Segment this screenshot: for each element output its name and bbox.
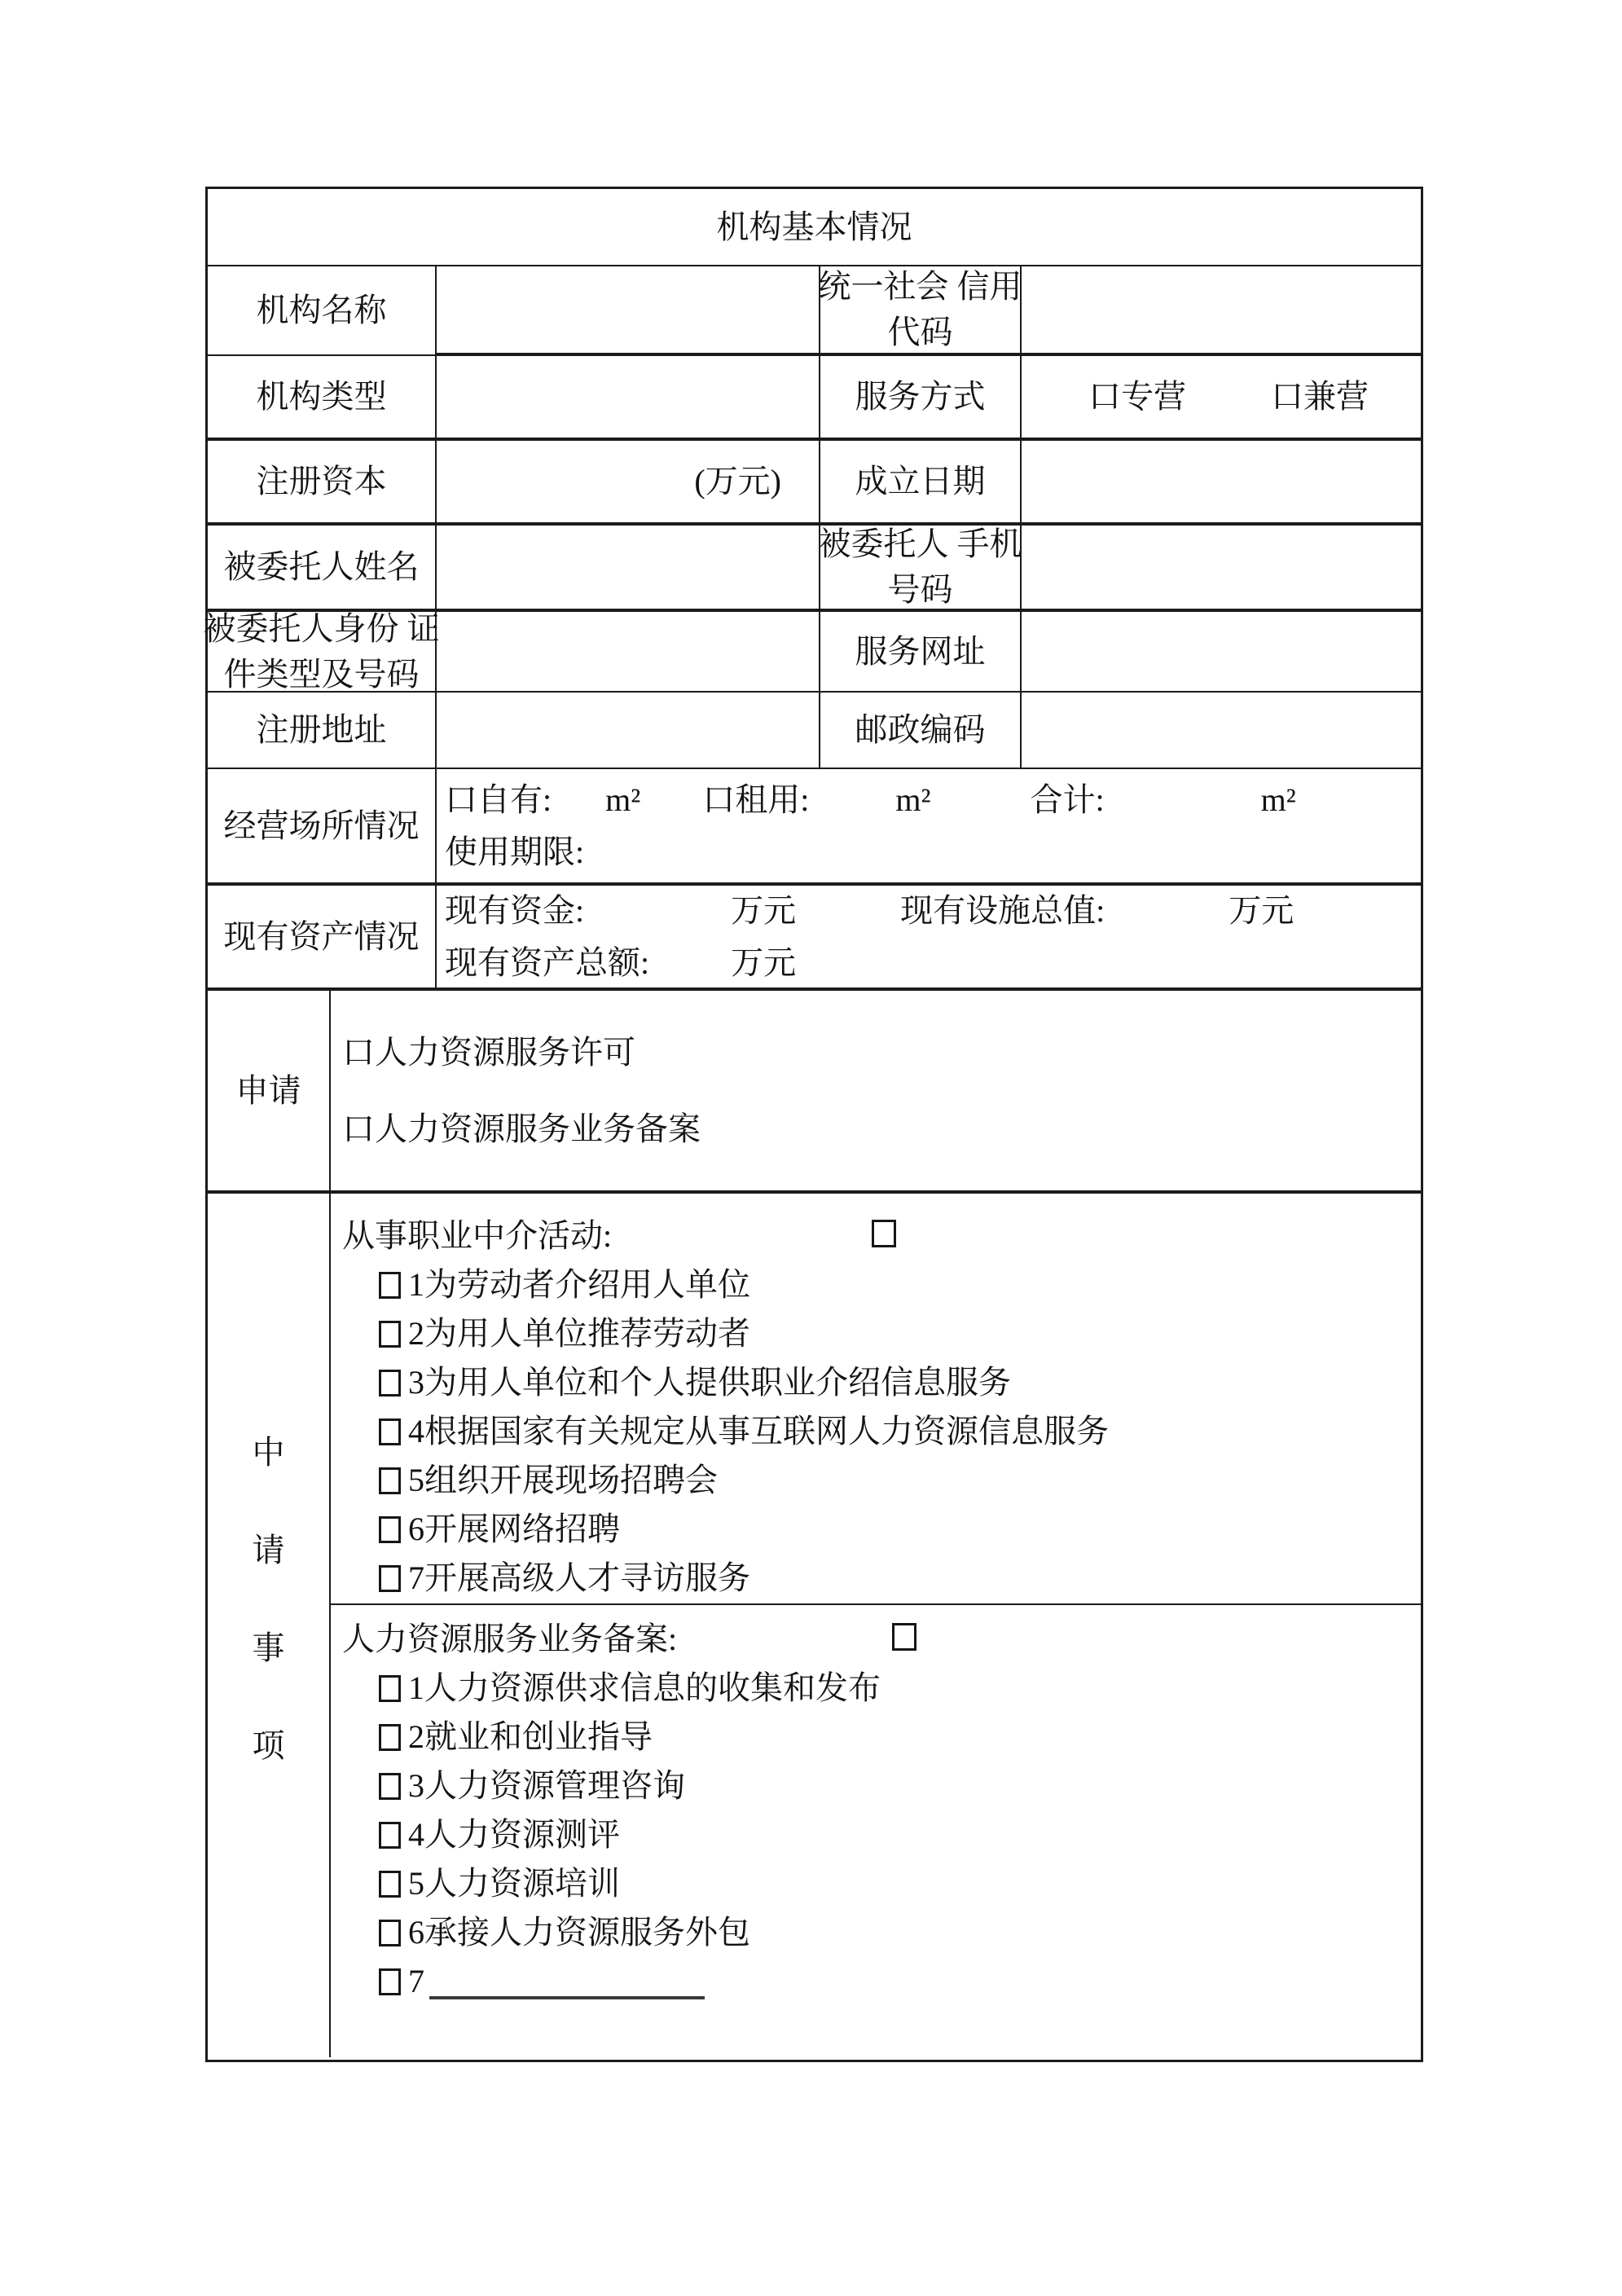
filing-item-row — [379, 1719, 653, 1755]
institution-basic-info-table — [205, 187, 1423, 2062]
assets-label: 现有资产情况 — [208, 886, 437, 991]
credit-code-label — [820, 266, 1022, 356]
agent-id-input-cell[interactable] — [437, 612, 820, 693]
premises-rent-unit: m² — [895, 781, 931, 818]
premises-own-unit: m² — [605, 781, 641, 818]
assets-funds-unit: 万元 — [731, 891, 797, 929]
filing-item-label: 6承接人力资源服务外包 — [408, 1914, 750, 1951]
filing-item-label: 2就业和创业指导 — [408, 1718, 653, 1755]
agent-phone-label-line1: 被委托人 手机 — [818, 526, 1022, 562]
agent-name-input-cell[interactable] — [437, 526, 820, 612]
application-options-cell — [331, 991, 1421, 1194]
service-website-label: 服务网址 — [820, 612, 1022, 693]
application-items-label-char-1: 中 — [252, 1434, 285, 1471]
filing-item-row — [379, 1866, 620, 1902]
checkbox-icon[interactable] — [379, 1419, 401, 1445]
agency-item-label: 6开展网络招聘 — [408, 1511, 620, 1547]
assets-facilities-unit: 万元 — [1229, 891, 1295, 929]
agency-item-row — [379, 1462, 718, 1498]
assets-facilities-label: 现有设施总值: — [900, 891, 1106, 929]
filing-items-header — [342, 1621, 1401, 1657]
premises-total-unit: m² — [1260, 781, 1296, 818]
checkbox-icon[interactable] — [379, 1565, 401, 1592]
premises-term-label: 使用期限: — [445, 833, 585, 870]
agent-phone-input-cell[interactable] — [1022, 526, 1421, 612]
service-mode-option-exclusive[interactable]: 口专营 — [1088, 378, 1186, 415]
filing-item-label: 3人力资源管理咨询 — [408, 1767, 685, 1804]
credit-code-label-line2: 代码 — [887, 314, 953, 350]
filing-item-label: 7 — [408, 1963, 424, 1999]
establish-date-label: 成立日期 — [820, 441, 1022, 526]
credit-code-label-line1: 统一社会 信用 — [818, 268, 1022, 305]
org-type-input-cell[interactable] — [437, 356, 820, 441]
premises-detail-cell[interactable] — [437, 769, 1421, 886]
service-mode-label: 服务方式 — [820, 356, 1022, 441]
premises-total-label: 合计: — [1030, 781, 1105, 818]
agency-item-label: 7开展高级人才寻访服务 — [408, 1559, 750, 1596]
org-name-label: 机构名称 — [208, 266, 437, 356]
checkbox-icon[interactable] — [379, 1773, 401, 1800]
agency-item-label: 2为用人单位推荐劳动者 — [408, 1315, 750, 1352]
application-option-filing[interactable]: 口人力资源服务业务备案 — [342, 1110, 701, 1147]
agency-item-row — [379, 1511, 620, 1547]
agent-phone-label-line2: 号码 — [887, 571, 953, 608]
reg-capital-unit: (万元) — [694, 463, 781, 499]
checkbox-icon[interactable] — [379, 1321, 401, 1348]
reg-capital-label: 注册资本 — [208, 441, 437, 526]
application-items-label — [208, 1194, 331, 2057]
filing-item-label: 4人力资源测评 — [408, 1816, 620, 1853]
application-items-label-char-2: 请 — [252, 1532, 285, 1568]
agency-item-row — [379, 1316, 750, 1352]
agency-activities-section — [331, 1194, 1421, 1605]
application-option-license[interactable]: 口人力资源服务许可 — [342, 1033, 635, 1071]
filing-item-row — [379, 1670, 881, 1706]
premises-own-checkbox-label[interactable]: 口自有: — [445, 781, 552, 818]
application-label: 申请 — [208, 991, 331, 1194]
agency-item-row — [379, 1365, 1011, 1401]
reg-address-input-cell[interactable] — [437, 693, 820, 769]
premises-label: 经营场所情况 — [208, 769, 437, 886]
filing-item-label: 1人力资源供求信息的收集和发布 — [408, 1669, 881, 1706]
checkbox-icon[interactable] — [379, 1968, 401, 1995]
agency-item-label: 5组织开展现场招聘会 — [408, 1462, 718, 1498]
agent-id-label — [203, 609, 440, 693]
filing-items-section — [331, 1605, 1421, 2057]
checkbox-icon[interactable] — [379, 1920, 401, 1946]
checkbox-icon[interactable] — [379, 1724, 401, 1751]
agency-item-label: 1为劳动者介绍用人单位 — [408, 1266, 750, 1303]
agency-item-label: 3为用人单位和个人提供职业介绍信息服务 — [408, 1364, 1011, 1401]
filing-item-label: 5人力资源培训 — [408, 1865, 620, 1902]
filing-item-row — [379, 1915, 750, 1951]
service-website-input-cell[interactable] — [1022, 612, 1421, 693]
reg-capital-input-cell[interactable] — [437, 441, 820, 526]
establish-date-input-cell[interactable] — [1022, 441, 1421, 526]
reg-address-label: 注册地址 — [208, 693, 437, 769]
filing-item-row — [379, 1768, 685, 1804]
agent-id-label-line1: 被委托人身份 证 — [203, 609, 440, 647]
service-mode-option-concurrent[interactable]: 口兼营 — [1271, 378, 1369, 415]
agency-activities-header-text: 从事职业中介活动: — [342, 1217, 613, 1254]
checkbox-icon[interactable] — [379, 1370, 401, 1397]
agency-item-row — [379, 1267, 750, 1303]
premises-rent-checkbox-label[interactable]: 口租用: — [702, 781, 810, 818]
agency-item-row — [379, 1560, 750, 1596]
assets-funds-label: 现有资金: — [445, 891, 585, 929]
credit-code-input-cell[interactable] — [1022, 266, 1421, 356]
checkbox-icon[interactable] — [379, 1871, 401, 1898]
filing-items-header-text: 人力资源服务业务备案: — [342, 1621, 678, 1657]
agency-activities-header — [342, 1218, 1401, 1254]
filing-items-checkbox-icon[interactable] — [892, 1623, 916, 1651]
application-items-label-char-3: 事 — [252, 1630, 285, 1666]
postal-code-label: 邮政编码 — [820, 693, 1022, 769]
checkbox-icon[interactable] — [379, 1272, 401, 1299]
filing-item-row — [379, 1964, 705, 1999]
assets-detail-cell[interactable] — [437, 886, 1421, 991]
org-type-label: 机构类型 — [208, 356, 437, 441]
checkbox-icon[interactable] — [379, 1467, 401, 1494]
checkbox-icon[interactable] — [379, 1516, 401, 1543]
application-items-label-char-4: 项 — [252, 1727, 285, 1764]
agency-item-label: 4根据国家有关规定从事互联网人力资源信息服务 — [408, 1413, 1109, 1449]
checkbox-icon[interactable] — [379, 1822, 401, 1849]
filing-item-other-fill-line[interactable] — [429, 1964, 705, 1999]
checkbox-icon[interactable] — [379, 1675, 401, 1702]
agency-activities-checkbox-icon[interactable] — [872, 1220, 896, 1247]
postal-code-input-cell[interactable] — [1022, 693, 1421, 769]
agent-id-label-line2: 件类型及号码 — [223, 655, 420, 693]
filing-item-row — [379, 1817, 620, 1853]
org-name-input-cell[interactable] — [437, 266, 820, 356]
form-title: 机构基本情况 — [208, 189, 1421, 266]
agent-phone-label — [820, 526, 1022, 612]
assets-total-label: 现有资产总额: — [445, 943, 650, 981]
agent-name-label: 被委托人姓名 — [208, 526, 437, 612]
assets-total-unit: 万元 — [731, 943, 797, 981]
agency-item-row — [379, 1414, 1109, 1449]
